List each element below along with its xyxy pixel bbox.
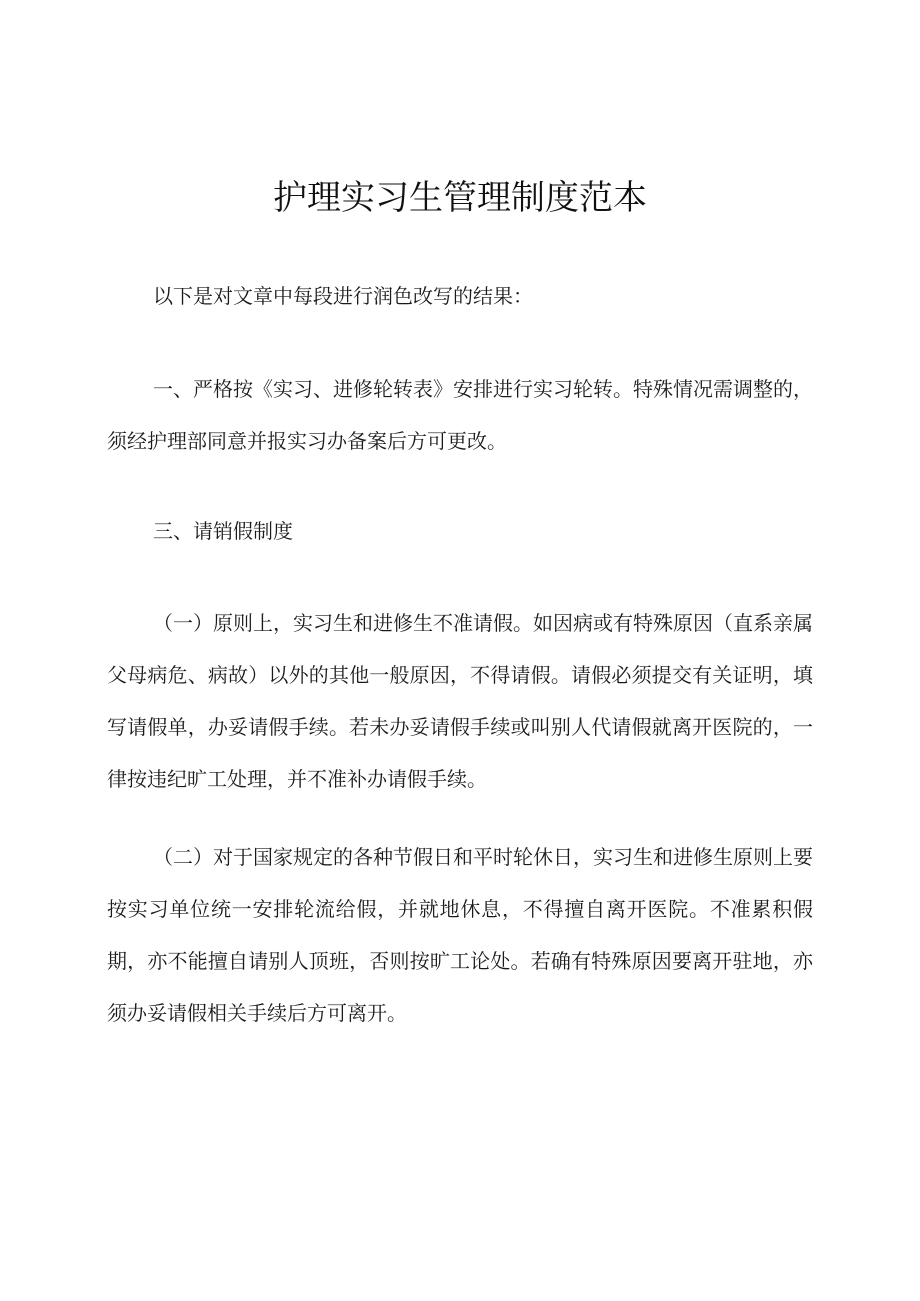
intro-paragraph: 以下是对文章中每段进行润色改写的结果： (153, 284, 533, 308)
item-one-paragraph: 一、严格按《实习、进修轮转表》安排进行实习轮转。特殊情况需调整的，须经护理部同意并报实习办备案后方可更改。 (107, 377, 813, 453)
document-title: 护理实习生管理制度范本 (273, 178, 647, 218)
sub-item-two-paragraph: （二）对于国家规定的各种节假日和平时轮休日，实习生和进修生原则上要按实习单位统一安排轮流给假，并就地休息，不得擅自离开医院。不准累积假期，亦不能擅自请别人顶班，否则按旷工论处。若确有特殊原因要离开驻地，亦须办妥请假相关手续后方可离开。 (107, 845, 813, 1025)
section-three-heading: 三、请销假制度 (153, 519, 293, 543)
sub-item-one-paragraph: （一）原则上，实习生和进修生不准请假。如因病或有特殊原因（直系亲属父母病危、病故）以外的其他一般原因，不得请假。请假必须提交有关证明，填写请假单，办妥请假手续。若未办妥请假手续或叫别人代请假就离开医院的，一律按违纪旷工处理，并不准补办请假手续。 (107, 611, 813, 791)
